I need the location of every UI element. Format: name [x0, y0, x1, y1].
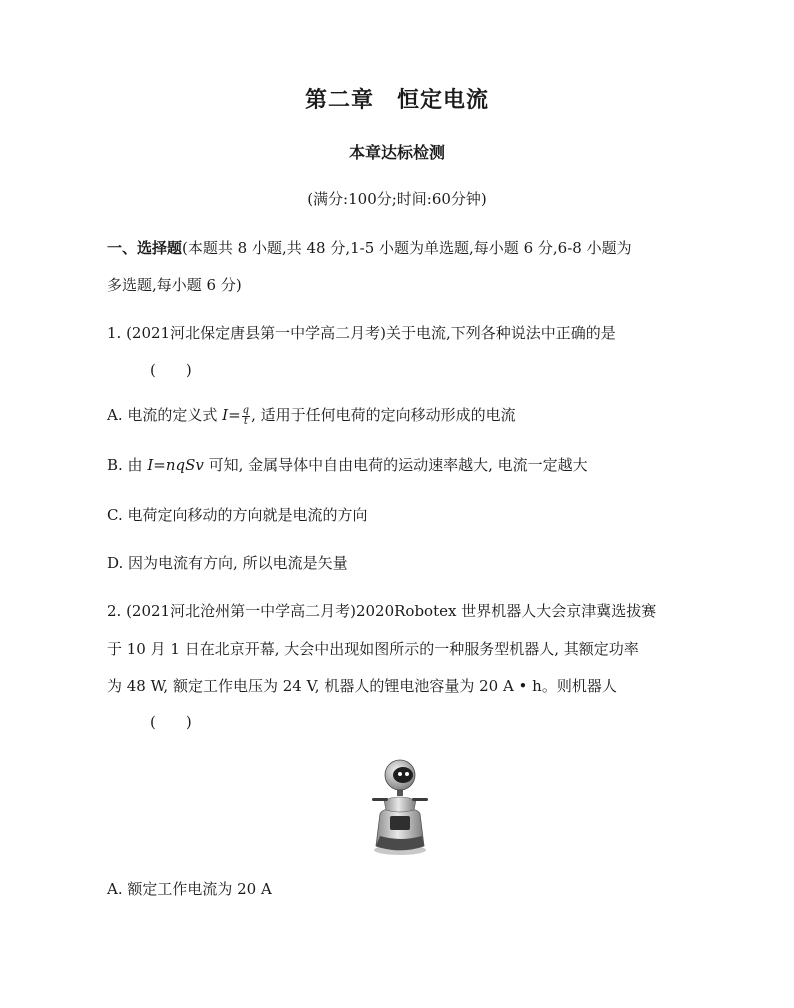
fraction-denominator: t: [243, 415, 248, 427]
question-1-stem: 1. (2021河北保定唐县第一中学高二月考)关于电流,下列各种说法中正确的是: [107, 324, 616, 342]
formula-eq: =: [228, 406, 241, 424]
option-a-suffix: , 适用于任何电荷的定向移动形成的电流: [251, 406, 516, 424]
section-heading-line: [107, 238, 632, 258]
section-description: (本题共 8 小题,共 48 分,1-5 小题为单选题,每小题 6 分,6-8 小题为: [182, 239, 632, 257]
service-robot-image: [370, 758, 430, 856]
question-2-option-a: A. 额定工作电流为 20 A: [107, 880, 272, 898]
section-heading: 一、选择题: [107, 239, 183, 257]
option-b-formula: I=nqSv: [147, 456, 204, 474]
question-1-answer-paren: ( ): [150, 361, 192, 379]
question-2-stem-line-1: 2. (2021河北沧州第一中学高二月考)2020Robotex 世界机器人大会京津冀选拔赛: [107, 602, 657, 620]
question-2-stem-line-3: 为 48 W, 额定工作电压为 24 V, 机器人的锂电池容量为 20 A • h。则机器人: [107, 677, 617, 695]
question-1-option-c: C. 电荷定向移动的方向就是电流的方向: [107, 506, 368, 524]
option-a-prefix: A. 电流的定义式: [107, 406, 223, 424]
formula-var: I: [222, 406, 229, 424]
question-1-option-b: [107, 455, 588, 475]
formula-fraction: [242, 406, 250, 427]
exam-info: (满分:100分;时间:60分钟): [307, 190, 487, 208]
question-2-answer-paren: ( ): [150, 713, 192, 731]
question-1-option-a: [107, 405, 516, 427]
fraction-numerator: q: [242, 404, 250, 416]
option-b-suffix: 可知, 金属导体中自由电荷的运动速率越大, 电流一定越大: [203, 456, 588, 474]
test-subtitle: 本章达标检测: [348, 143, 445, 162]
question-1-option-d: D. 因为电流有方向, 所以电流是矢量: [107, 554, 348, 572]
chapter-title: 第二章 恒定电流: [304, 87, 489, 113]
section-description-cont: 多选题,每小题 6 分): [107, 276, 242, 294]
option-b-prefix: B. 由: [107, 456, 148, 474]
question-2-stem-line-2: 于 10 月 1 日在北京开幕, 大会中出现如图所示的一种服务型机器人, 其额定功率: [107, 640, 639, 658]
